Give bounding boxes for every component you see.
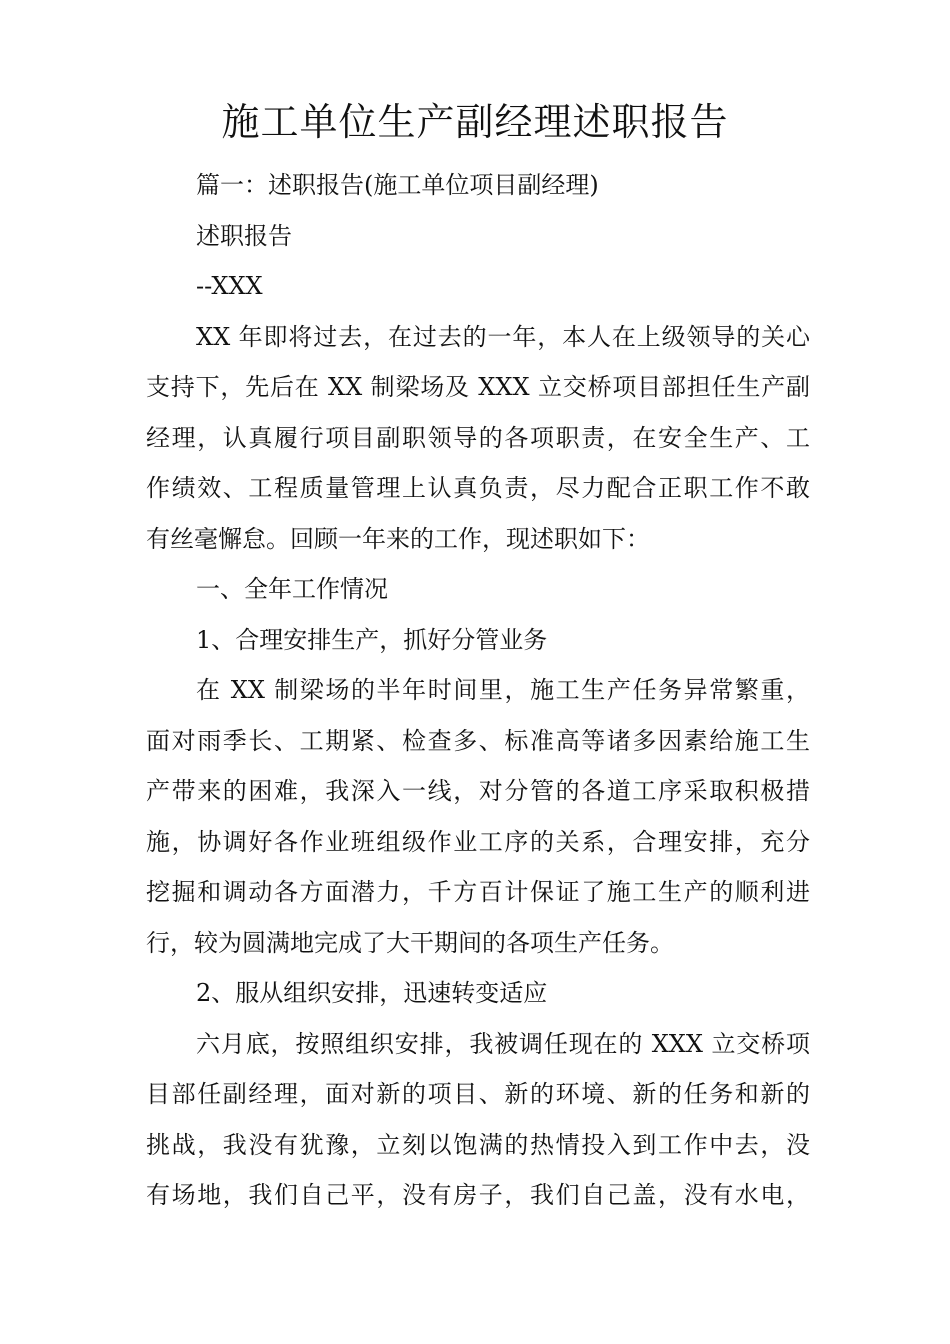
paragraph-line: XX 年即将过去，在过去的一年，本人在上级领导的关心 — [196, 322, 810, 351]
subsection-heading: 1、合理安排生产，抓好分管业务 — [196, 625, 548, 654]
paragraph-line: 产带来的困难，我深入一线，对分管的各道工序采取积极措 — [146, 777, 810, 805]
author-line: --XXX — [196, 272, 263, 300]
paragraph-line: 挖掘和调动各方面潜力，千方百计保证了施工生产的顺利进 — [146, 878, 810, 906]
section-heading: 一、全年工作情况 — [196, 575, 388, 603]
document-body — [146, 160, 810, 1221]
report-subtitle: 述职报告 — [196, 221, 292, 250]
paragraph-line: 在 XX 制梁场的半年时间里，施工生产任务异常繁重， — [196, 676, 810, 704]
paragraph-line: 施，协调好各作业班组级作业工序的关系，合理安排，充分 — [146, 827, 810, 856]
paragraph-line: 行，较为圆满地完成了大干期间的各项生产任务。 — [146, 928, 674, 957]
paragraph-line: 挑战，我没有犹豫，立刻以饱满的热情投入到工作中去，没 — [146, 1130, 810, 1159]
paragraph-line: 有丝毫懈怠。回顾一年来的工作，现述职如下： — [146, 524, 650, 553]
section-heading: 篇一：述职报告(施工单位项目副经理) — [196, 171, 599, 199]
paragraph-line: 支持下，先后在 XX 制梁场及 XXX 立交桥项目部担任生产副 — [146, 373, 810, 401]
subsection-heading: 2、服从组织安排，迅速转变适应 — [196, 979, 548, 1007]
document-title: 施工单位生产副经理述职报告 — [221, 100, 729, 144]
paragraph-line: 六月底，按照组织安排，我被调任现在的 XXX 立交桥项 — [196, 1029, 810, 1058]
paragraph-line: 面对雨季长、工期紧、检查多、标准高等诸多因素给施工生 — [146, 726, 810, 755]
paragraph-line: 作绩效、工程质量管理上认真负责，尽力配合正职工作不敢 — [146, 474, 810, 502]
paragraph-line: 目部任副经理，面对新的项目、新的环境、新的任务和新的 — [146, 1080, 810, 1108]
paragraph-line: 经理，认真履行项目副职领导的各项职责，在安全生产、工 — [146, 423, 810, 452]
paragraph-line: 有场地，我们自己平，没有房子，我们自己盖，没有水电， — [146, 1181, 810, 1209]
